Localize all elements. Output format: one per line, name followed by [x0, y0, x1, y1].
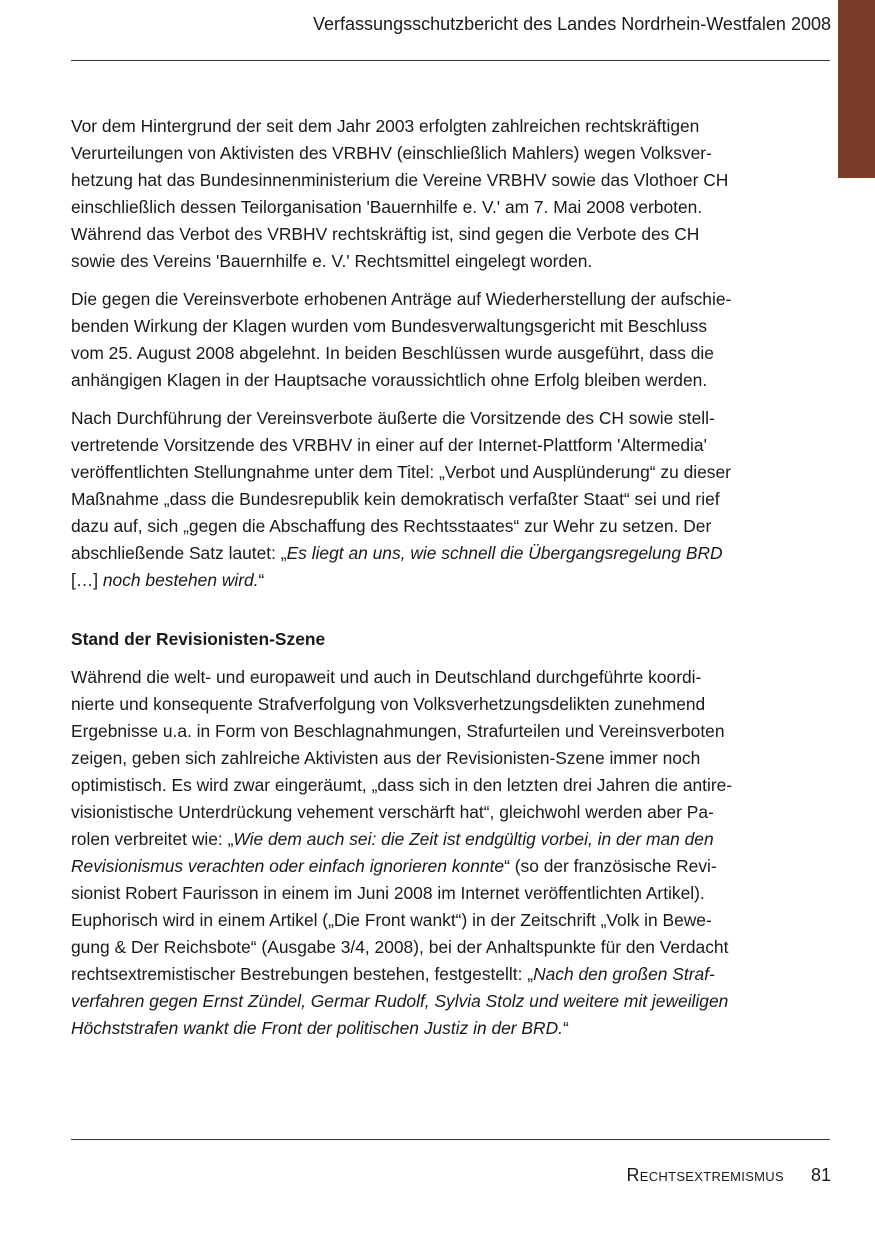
text-line: Verurteilungen von Aktivisten des VRBHV (einschließlich Mahlers) wegen Volksver- — [71, 143, 712, 163]
footer-divider — [71, 1139, 830, 1140]
quote-line — [71, 540, 791, 567]
quote-line — [71, 826, 791, 853]
text-line: Während die welt- und europaweit und auch in Deutschland durchgeführte koordi- — [71, 667, 702, 687]
document-body — [71, 113, 791, 1053]
page-number: 81 — [810, 1165, 831, 1185]
text-line: Maßnahme „dass die Bundesrepublik kein demokratisch verfaßter Staat“ sei und rief — [71, 489, 720, 509]
quote-line — [71, 853, 791, 880]
quote-text: Nach den großen Straf- — [533, 964, 715, 984]
paragraph-2 — [71, 286, 791, 394]
text-line: vertretende Vorsitzende des VRBHV in einer auf der Internet-Plattform 'Altermedia' — [71, 435, 707, 455]
text-line: einschließlich dessen Teilorganisation 'Bauernhilfe e. V.' am 7. Mai 2008 verboten. — [71, 197, 703, 217]
text-line: Die gegen die Vereinsverbote erhobenen Anträge auf Wiederherstellung der aufschie- — [71, 289, 732, 309]
quote-line — [71, 567, 791, 594]
quote-text: verfahren gegen Ernst Zündel, Germar Rudolf, Sylvia Stolz und weitere mit jeweiligen — [71, 991, 729, 1011]
header-divider — [71, 60, 830, 61]
quote-line — [71, 1015, 791, 1042]
quote-intro: abschließende Satz lautet: „ — [71, 543, 287, 563]
text-line: Ergebnisse u.a. in Form von Beschlagnahmungen, Strafurteilen und Vereinsverboten — [71, 721, 725, 741]
quote-text: Revisionismus verachten oder einfach ignorieren konnte — [71, 856, 505, 876]
text-line: visionistische Unterdrückung vehement verschärft hat“, gleichwohl werden aber Pa- — [71, 802, 714, 822]
text-line: hetzung hat das Bundesinnenministerium die Vereine VRBHV sowie das Vlothoer CH — [71, 170, 729, 190]
text-line: Nach Durchführung der Vereinsverbote äußerte die Vorsitzende des CH sowie stell- — [71, 408, 715, 428]
text-line: nierte und konsequente Strafverfolgung von Volksverhetzungsdelikten zunehmend — [71, 694, 706, 714]
quote-ellipsis: […] — [71, 570, 103, 590]
text-line: benden Wirkung der Klagen wurden vom Bundesverwaltungsgericht mit Beschluss — [71, 316, 708, 336]
text-line: Euphorisch wird in einem Artikel („Die Front wankt“) in der Zeitschrift „Volk in Bewe- — [71, 910, 712, 930]
text-line: anhängigen Klagen in der Hauptsache voraussichtlich ohne Erfolg bleiben werden. — [71, 370, 708, 390]
text-line: dazu auf, sich „gegen die Abschaffung des Rechtsstaates“ zur Wehr zu setzen. Der — [71, 516, 712, 536]
quote-text: Höchststrafen wankt die Front der politischen Justiz in der BRD. — [71, 1018, 563, 1038]
text-line: zeigen, geben sich zahlreiche Aktivisten aus der Revisionisten-Szene immer noch — [71, 748, 701, 768]
paragraph-4 — [71, 664, 791, 1042]
text-line: vom 25. August 2008 abgelehnt. In beiden Beschlüssen wurde ausgeführt, dass die — [71, 343, 714, 363]
quote-intro: rolen verbreitet wie: „ — [71, 829, 234, 849]
text-line: Während das Verbot des VRBHV rechtskräftig ist, sind gegen die Verbote des CH — [71, 224, 700, 244]
chapter-tab-marker — [838, 0, 875, 178]
paragraph-3 — [71, 405, 791, 594]
text-line: Vor dem Hintergrund der seit dem Jahr 2003 erfolgten zahlreichen rechtskräftigen — [71, 116, 700, 136]
page-header-title: Verfassungsschutzbericht des Landes Nordrhein-Westfalen 2008 — [313, 14, 831, 34]
quote-close: “ — [258, 570, 265, 590]
page-footer — [626, 1162, 831, 1188]
quote-text: noch bestehen wird. — [102, 570, 259, 590]
footer-section-label: Rechtsextremismus — [626, 1165, 784, 1185]
text-line: veröffentlichten Stellungnahme unter dem Titel: „Verbot und Ausplünderung“ zu dieser — [71, 462, 731, 482]
quote-intro: rechtsextremistischer Bestrebungen bestehen, festgestellt: „ — [71, 964, 534, 984]
text-line: optimistisch. Es wird zwar eingeräumt, „dass sich in den letzten drei Jahren die antire- — [71, 775, 733, 795]
quote-text: Es liegt an uns, wie schnell die Übergangsregelung BRD — [286, 543, 723, 563]
quote-attribution: “ (so der französische Revi- — [504, 856, 717, 876]
text-line: gung & Der Reichsbote“ (Ausgabe 3/4, 2008), bei der Anhaltspunkte für den Verdacht — [71, 937, 729, 957]
text-line: sowie des Vereins 'Bauernhilfe e. V.' Rechtsmittel eingelegt worden. — [71, 251, 593, 271]
paragraph-1 — [71, 113, 791, 275]
quote-close: “ — [562, 1018, 569, 1038]
quote-line — [71, 988, 791, 1015]
quote-text: Wie dem auch sei: die Zeit ist endgültig vorbei, in der man den — [233, 829, 714, 849]
text-line: sionist Robert Faurisson in einem im Juni 2008 im Internet veröffentlichten Artikel). — [71, 883, 705, 903]
quote-line — [71, 961, 791, 988]
section-heading: Stand der Revisionisten-Szene — [71, 629, 326, 649]
